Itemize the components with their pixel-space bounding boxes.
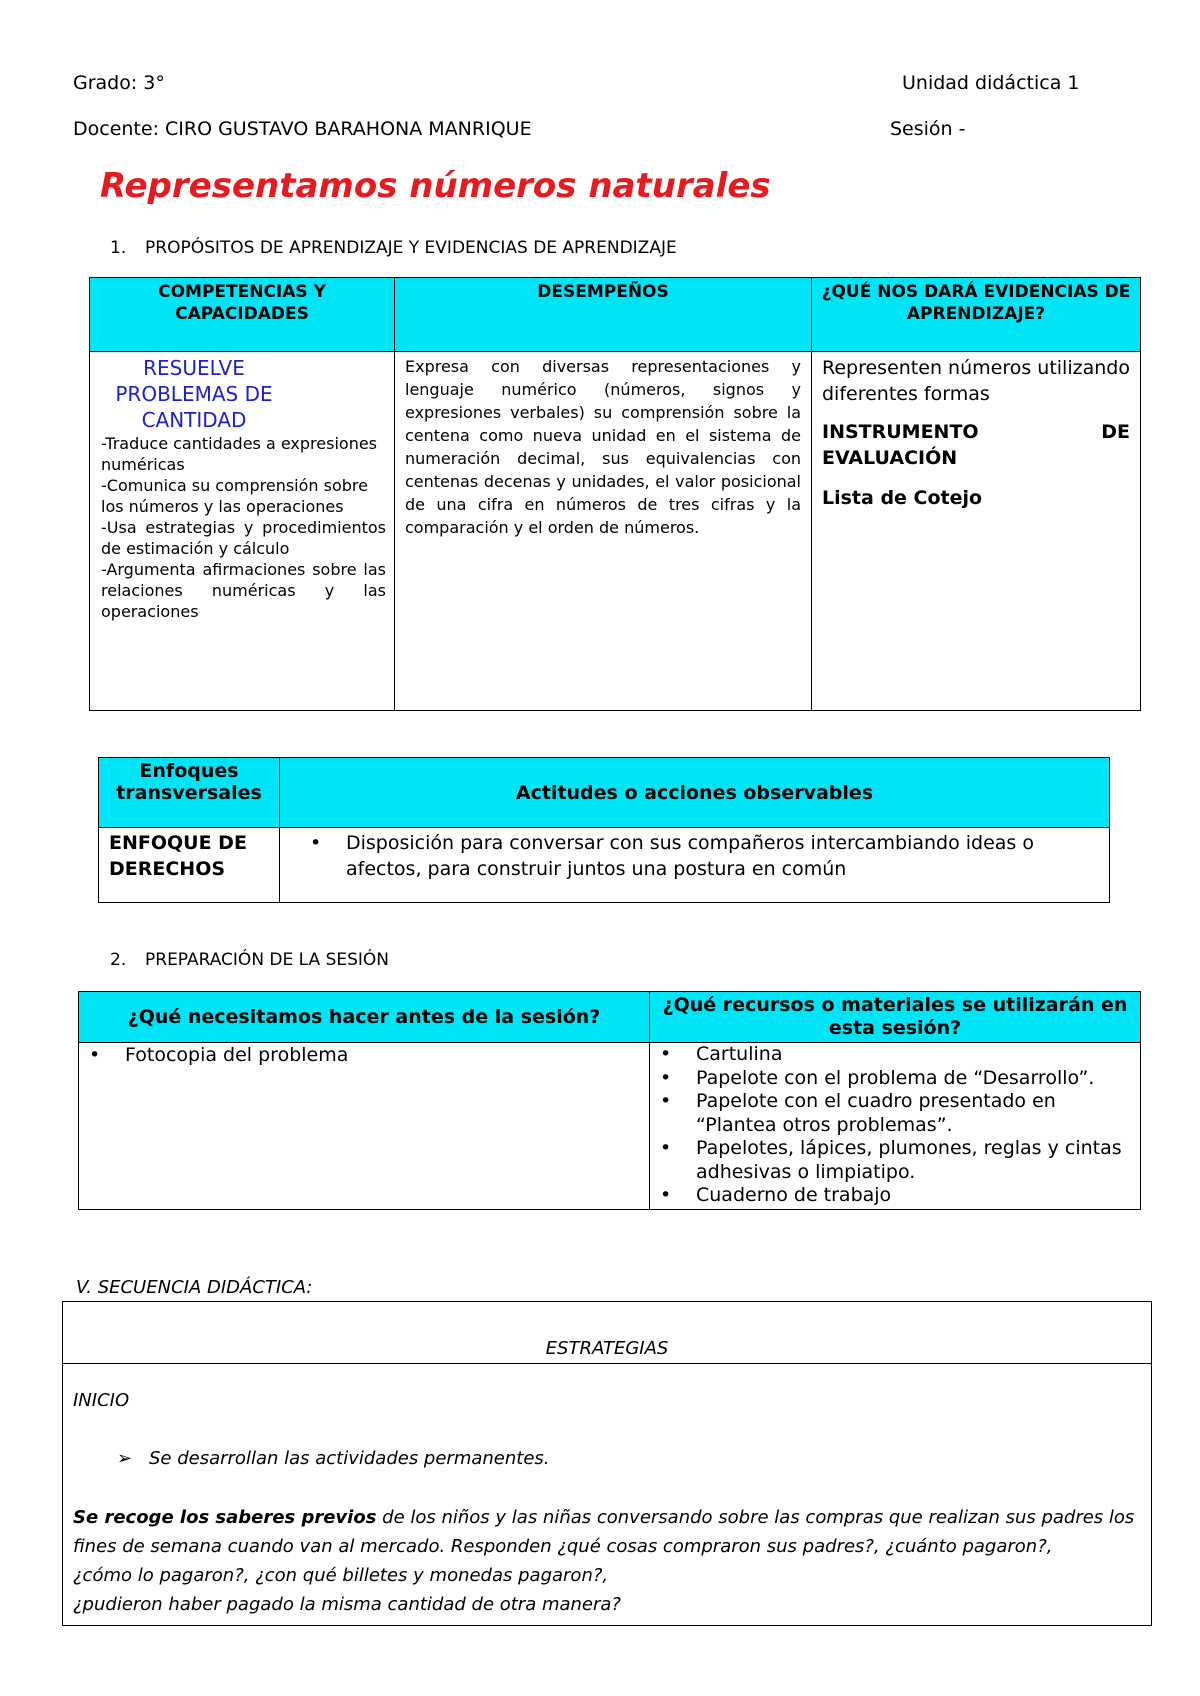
th-competencias: COMPETENCIAS Y CAPACIDADES <box>90 278 395 352</box>
evidencia-cell <box>812 352 1141 711</box>
section1-title: PROPÓSITOS DE APRENDIZAJE Y EVIDENCIAS DE APRENDIZAJE <box>145 238 677 258</box>
th-desempenos: DESEMPEÑOS <box>395 278 812 352</box>
th-recursos: ¿Qué recursos o materiales se utilizarán en esta sesión? <box>650 992 1141 1043</box>
recurso-item: • Cuaderno de trabajo <box>654 1184 1136 1208</box>
competencia-title: RESUELVE PROBLEMAS DE CANTIDAD <box>115 356 273 432</box>
table-secuencia <box>62 1301 1152 1626</box>
capacidad-item: -Usa estrategias y procedimientos de estimación y cálculo <box>101 518 386 558</box>
table-enfoques <box>98 757 1110 903</box>
desempeno-text: Expresa con diversas representaciones y lenguaje numérico (números, signos y expresiones verbales) su comprensión sobre la centena como nueva unidad en el sistema de numeración decimal, sus equivalencias con centenas decenas y unidades, el valor posicional de una cifra en números de tres cifras y la comparación y el orden de números. <box>405 357 801 537</box>
th-actitudes: Actitudes o acciones observables <box>280 758 1110 828</box>
section2-title: PREPARACIÓN DE LA SESIÓN <box>145 950 390 970</box>
evidencia-text: Representen números utilizando diferentes formas <box>822 357 1130 405</box>
grado-label: Grado: 3° <box>73 72 165 94</box>
recurso-item: • Papelotes, lápices, plumones, reglas y cintas adhesivas o limpiatipo. <box>654 1137 1136 1184</box>
competencia-cell <box>90 352 395 711</box>
actitud-item: • Disposición para conversar con sus compañeros intercambiando ideas o afectos, para construir juntos una postura en común <box>304 830 1099 882</box>
section2-number: 2. <box>110 950 127 970</box>
capacidad-item: -Comunica su comprensión sobre los números y las operaciones <box>101 476 368 516</box>
recurso-item: • Cartulina <box>654 1043 1136 1067</box>
th-antes: ¿Qué necesitamos hacer antes de la sesión? <box>79 992 650 1043</box>
saberes-paragraph: Se recoge los saberes previos de los niños y las niñas conversando sobre las compras que realizan sus padres los fines de semana cuando van al mercado. Responden ¿qué cosas compraron sus padres?, ¿cuánto pagaron?, <box>73 1507 1135 1557</box>
section1-number: 1. <box>110 238 127 258</box>
saberes-line4: ¿pudieron haber pagado la misma cantidad de otra manera? <box>73 1594 621 1615</box>
recurso-item: • Papelote con el cuadro presentado en “Plantea otros problemas”. <box>654 1090 1136 1137</box>
actitud-cell <box>280 828 1110 903</box>
instrumento-label: INSTRUMENTO DE EVALUACIÓN <box>822 421 1130 469</box>
enfoque-cell: ENFOQUE DE DERECHOS <box>99 828 280 903</box>
sesion-label: Sesión - <box>890 118 966 140</box>
recurso-item: • Papelote con el problema de “Desarrollo”. <box>654 1067 1136 1091</box>
th-enfoques: Enfoques transversales <box>99 758 280 828</box>
instrumento-value: Lista de Cotejo <box>822 487 983 509</box>
estrategias-cell <box>63 1364 1152 1626</box>
page-title: Representamos números naturales <box>100 166 771 206</box>
table-preparacion <box>78 991 1141 1210</box>
capacidad-item: -Argumenta afirmaciones sobre las relaciones numéricas y las operaciones <box>101 560 386 621</box>
section5-title: V. SECUENCIA DIDÁCTICA: <box>76 1277 313 1298</box>
desempeno-cell <box>395 352 812 711</box>
inicio-label: INICIO <box>73 1390 130 1411</box>
docente-label: Docente: CIRO GUSTAVO BARAHONA MANRIQUE <box>73 118 532 140</box>
th-estrategias: ESTRATEGIAS <box>63 1302 1152 1364</box>
capacidad-item: -Traduce cantidades a expresiones numéricas <box>101 434 378 474</box>
table-propositos <box>89 277 1141 711</box>
arrow-bullet-icon: ➢ <box>117 1448 133 1469</box>
antes-cell <box>79 1043 650 1210</box>
unidad-label: Unidad didáctica 1 <box>902 72 1080 94</box>
antes-item: • Fotocopia del problema <box>83 1043 645 1067</box>
th-evidencias: ¿QUÉ NOS DARÁ EVIDENCIAS DE APRENDIZAJE? <box>812 278 1141 352</box>
recursos-cell <box>650 1043 1141 1210</box>
actividad-item: ➢ Se desarrollan las actividades permanentes. <box>73 1444 1141 1473</box>
saberes-line3: ¿cómo lo pagaron?, ¿con qué billetes y monedas pagaron?, <box>73 1565 609 1586</box>
